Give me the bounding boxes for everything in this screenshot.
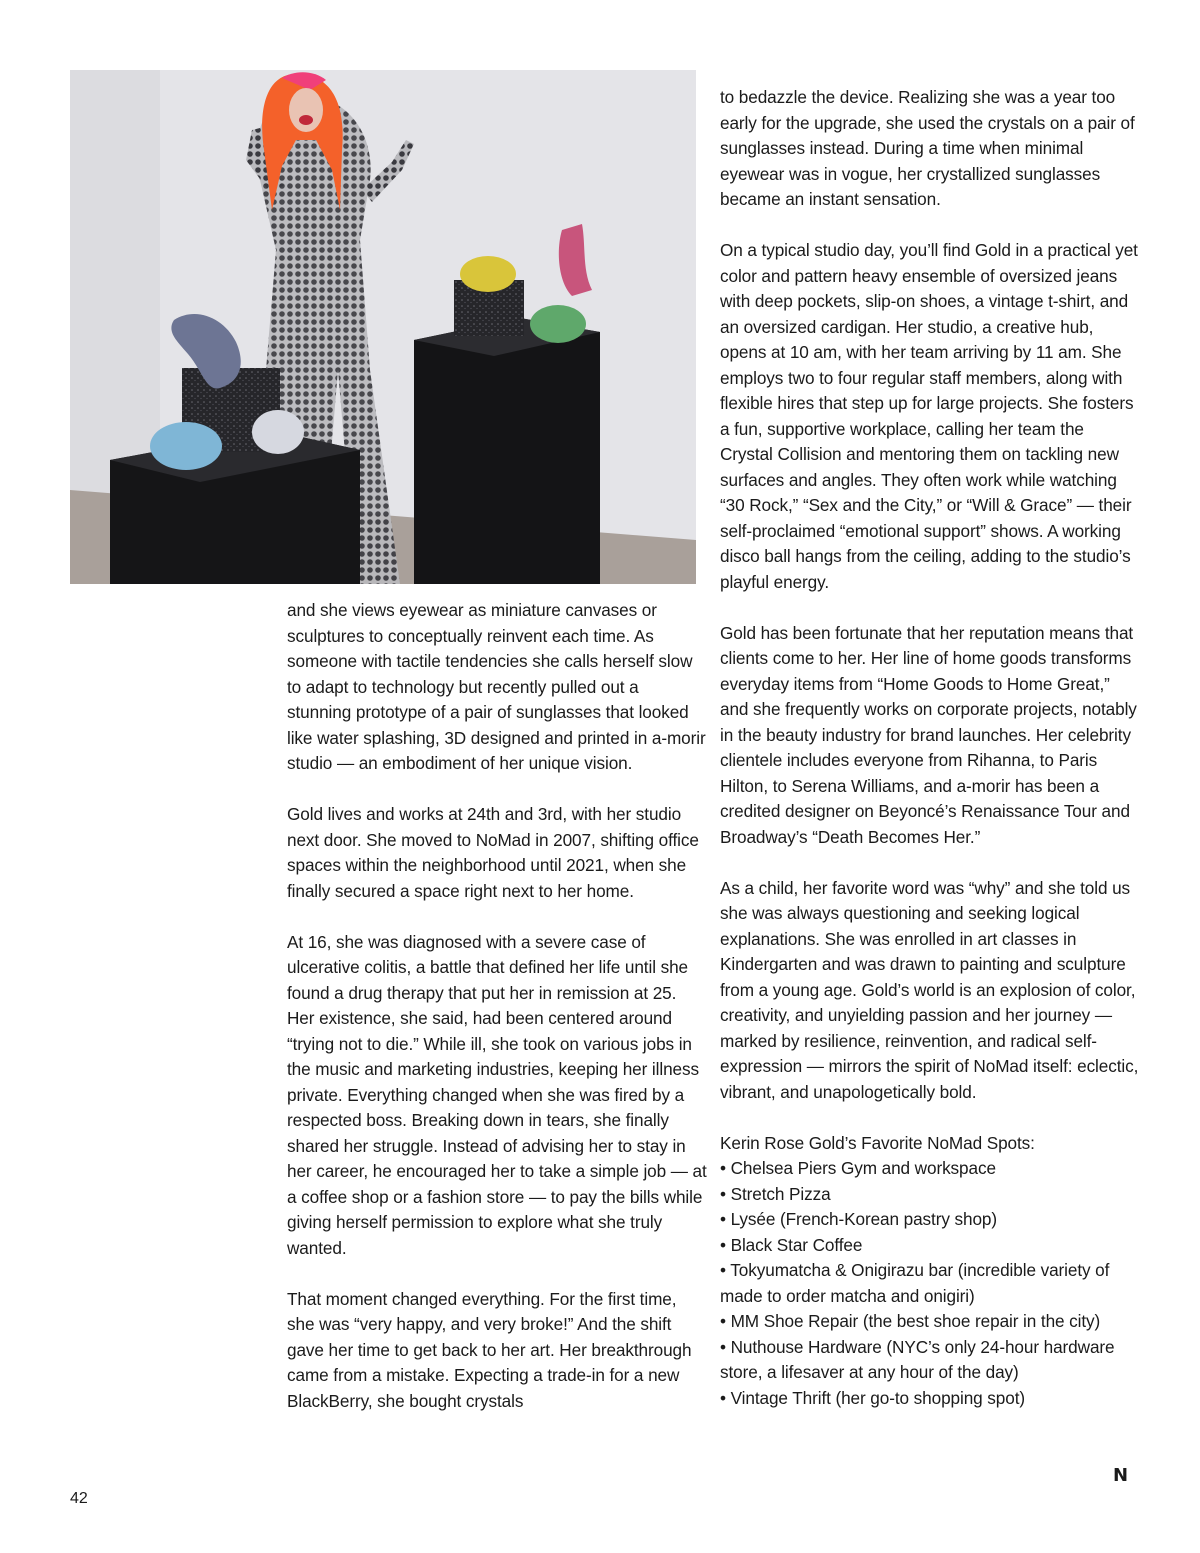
favorite-spots-title: Kerin Rose Gold’s Favorite NoMad Spots: [720,1132,1035,1153]
list-item: • Black Star Coffee [720,1233,1140,1259]
paragraph: That moment changed everything. For the first time, she was “very happy, and very broke!” And the shift gave her time to get back to her art. Her breakthrough came from a mistake. Expecting a trade-in for a new BlackBerry, she bought crystals [287,1288,692,1411]
article-column-left [287,598,707,1440]
paragraph: At 16, she was diagnosed with a severe case of ulcerative colitis, a battle that defined her life until she found a drug therapy that put her in remission at 25. Her existence, she said, had been centered around “trying not to die.” While ill, she took on various jobs in the music and marketing industries, keeping her illness private. Everything changed when she was fired by a respected boss. Breaking down in tears, she finally shared her struggle. Instead of advising her to stay in her career, he encouraged her to take a simple job — at a coffee shop or a fashion store — to pay the bills while giving herself permission to explore what she truly wanted. [287,931,707,1258]
page-number: 42 [70,1490,88,1507]
paragraph: Gold has been fortunate that her reputation means that clients come to her. Her line of home goods transforms everyday items from “Home Goods to Home Great,” and she frequently works on corporate projects, notably in the beauty industry for brand launches. Her celebrity clientele includes everyone from Rihanna, to Paris Hilton, to Serena Williams, and a-morir has been a credited designer on Beyoncé’s Renaissance Tour and Broadway’s “Death Becomes Her.” [720,622,1137,847]
list-item: • Lysée (French-Korean pastry shop) [720,1207,1140,1233]
feature-photo [70,70,696,584]
paragraph: As a child, her favorite word was “why” and she told us she was always questioning and seeking logical explanations. She was enrolled in art classes in Kindergarten and was drawn to painting and sculpture from a young age. Gold’s world is an explosion of color, creativity, and unyielding passion and her journey — marked by resilience, reinvention, and radical self-expression — mirrors the spirit of NoMad itself: eclectic, vibrant, and unapologetically bold. [720,877,1139,1102]
favorite-spots-list [720,1156,1140,1411]
list-item: • Nuthouse Hardware (NYC’s only 24-hour hardware store, a lifesaver at any hour of the day) [720,1335,1140,1386]
list-item: • Tokyumatcha & Onigirazu bar (incredible variety of made to order matcha and onigiri) [720,1258,1140,1309]
list-item: • Stretch Pizza [720,1182,1140,1208]
brand-logo: N [1113,1465,1129,1486]
list-item: • Vintage Thrift (her go-to shopping spot) [720,1386,1140,1412]
list-item: • MM Shoe Repair (the best shoe repair in the city) [720,1309,1140,1335]
article-column-right [720,85,1140,1411]
list-item: • Chelsea Piers Gym and workspace [720,1156,1140,1182]
paragraph: to bedazzle the device. Realizing she was a year too early for the upgrade, she used the crystals on a pair of sunglasses instead. During a time when minimal eyewear was in vogue, her crystallized sunglasses became an instant sensation. [720,87,1135,209]
paragraph: and she views eyewear as miniature canvases or sculptures to conceptually reinvent each time. As someone with tactile tendencies she calls herself slow to adapt to technology but recently pulled out a stunning prototype of a pair of sunglasses that looked like water splashing, 3D designed and printed in a-morir studio — an embodiment of her unique vision. [287,600,706,773]
artist-with-crystal-sculptures-illustration [70,70,696,584]
paragraph: Gold lives and works at 24th and 3rd, with her studio next door. She moved to NoMad in 2007, shifting office spaces within the neighborhood until 2021, when she finally secured a space right next to her home. [287,804,699,901]
paragraph: On a typical studio day, you’ll find Gold in a practical yet color and pattern heavy ensemble of oversized jeans with deep pockets, slip-on shoes, a vintage t-shirt, and an oversized cardigan. Her studio, a creative hub, opens at 10 am, with her team arriving by 11 am. She employs two to four regular staff members, along with flexible hires that step up for large projects. She fosters a fun, supportive workplace, calling her team the Crystal Collision and mentoring them on tackling new surfaces and angles. They often work while watching “30 Rock,” “Sex and the City,” or “Will & Grace” — their self-proclaimed “emotional support” shows. A working disco ball hangs from the ceiling, adding to the studio’s playful energy. [720,240,1138,592]
